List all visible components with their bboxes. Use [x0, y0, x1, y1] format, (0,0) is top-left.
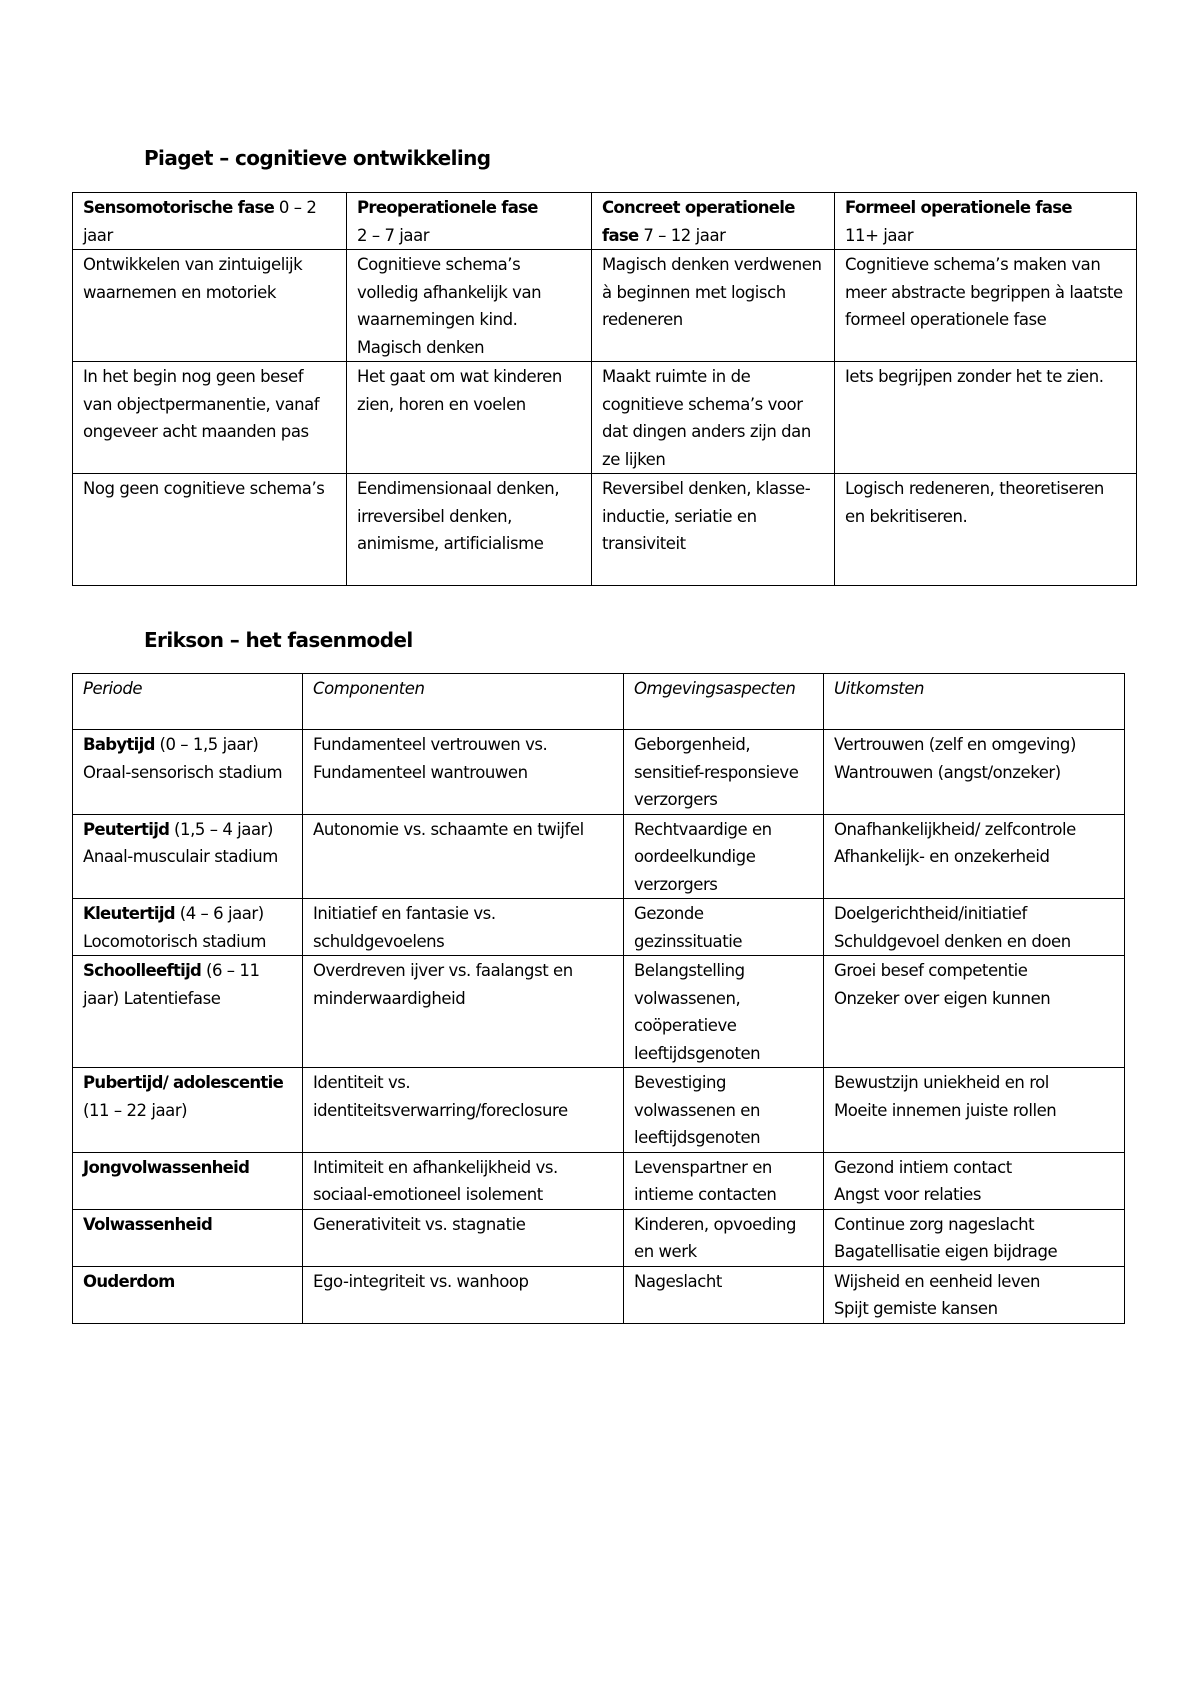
- stage-age: 7 – 12 jaar: [638, 225, 726, 245]
- piaget-row: [73, 474, 1137, 586]
- stage-name: Sensomotorische fase: [83, 198, 275, 217]
- header-uitkomsten: Uitkomsten: [824, 674, 1125, 730]
- cell-text: Eendimensionaal denken, irreversibel denken, animisme, artificialisme: [357, 479, 560, 553]
- header-componenten: Componenten: [303, 674, 624, 730]
- outcome-positive: Bewustzijn uniekheid en rol: [834, 1073, 1049, 1092]
- erikson-row: [73, 1266, 1125, 1323]
- period-cell: [73, 1068, 303, 1153]
- environment-cell: Rechtvaardige en oordeelkundige verzorgers: [624, 814, 824, 899]
- components-cell: Identiteit vs. identiteitsverwarring/foreclosure: [303, 1068, 624, 1153]
- cell-text: Nog geen cognitieve schema’s: [83, 479, 325, 498]
- cell-text: Magisch denken: [357, 337, 485, 357]
- outcome-negative: Angst voor relaties: [834, 1185, 982, 1204]
- outcome-positive: Doelgerichtheid/initiatief: [834, 904, 1027, 923]
- erikson-row: [73, 814, 1125, 899]
- environment-cell: Gezonde gezinssituatie: [624, 899, 824, 956]
- cell-text: Cognitieve schema’s volledig afhankelijk van waarnemingen kind.: [357, 255, 542, 329]
- piaget-cell: [835, 250, 1137, 362]
- outcomes-cell: [824, 1266, 1125, 1323]
- piaget-cell: [592, 474, 835, 586]
- stage-age: 0 – 2 jaar: [83, 198, 317, 245]
- environment-cell: Bevestiging volwassenen en leeftijdsgenoten: [624, 1068, 824, 1153]
- outcome-positive: Groei besef competentie: [834, 961, 1028, 980]
- erikson-row: [73, 1209, 1125, 1266]
- outcome-positive: Gezond intiem contact: [834, 1157, 1012, 1177]
- components-cell: Initiatief en fantasie vs. schuldgevoelens: [303, 899, 624, 956]
- outcome-positive: Vertrouwen (zelf en omgeving): [834, 735, 1076, 754]
- period-cell: [73, 814, 303, 899]
- erikson-row: [73, 1152, 1125, 1209]
- environment-cell: Geborgenheid, sensitief-responsieve verzorgers: [624, 730, 824, 815]
- outcomes-cell: [824, 956, 1125, 1068]
- erikson-table: [72, 673, 1125, 1324]
- erikson-body: [73, 730, 1125, 1324]
- stage-name: Concreet operationele fase: [602, 198, 795, 245]
- header-periode: Periode: [73, 674, 303, 730]
- outcome-negative: Schuldgevoel denken en doen: [834, 931, 1071, 951]
- period-name: Schoolleeftijd: [83, 961, 202, 980]
- piaget-header-cell: [73, 193, 347, 250]
- environment-cell: Belangstelling volwassenen, coöperatieve leeftijdsgenoten: [624, 956, 824, 1068]
- components-cell: Generativiteit vs. stagnatie: [303, 1209, 624, 1266]
- period-cell: [73, 956, 303, 1068]
- cell-text: Reversibel denken, klasse-inductie, seriatie en transiviteit: [602, 479, 811, 553]
- piaget-cell: [73, 474, 347, 586]
- piaget-cell: [347, 474, 592, 586]
- erikson-title: Erikson – het fasenmodel: [144, 628, 413, 652]
- outcome-negative: Afhankelijk- en onzekerheid: [834, 847, 1050, 866]
- outcomes-cell: [824, 1068, 1125, 1153]
- environment-cell: Kinderen, opvoeding en werk: [624, 1209, 824, 1266]
- environment-cell: Nageslacht: [624, 1266, 824, 1323]
- erikson-header-row: [73, 674, 1125, 730]
- stage-name: Preoperationele fase: [357, 198, 538, 217]
- period-cell: [73, 730, 303, 815]
- period-cell: [73, 1209, 303, 1266]
- piaget-table: [72, 192, 1137, 586]
- outcome-positive: Onafhankelijkheid/ zelfcontrole: [834, 819, 1076, 839]
- erikson-row: [73, 1068, 1125, 1153]
- outcome-negative: Bagatellisatie eigen bijdrage: [834, 1242, 1058, 1261]
- stage-name: Formeel operationele fase: [845, 198, 1072, 217]
- outcomes-cell: [824, 1152, 1125, 1209]
- piaget-cell: [73, 362, 347, 474]
- outcome-positive: Wijsheid en eenheid leven: [834, 1271, 1041, 1291]
- components-cell: Overdreven ijver vs. faalangst en minderwaardigheid: [303, 956, 624, 1068]
- period-detail: (1,5 – 4 jaar) Anaal-musculair stadium: [83, 819, 278, 866]
- period-name: Babytijd: [83, 735, 155, 754]
- piaget-header-row: [73, 193, 1137, 250]
- cell-text: Logisch redeneren, theoretiseren en bekritiseren.: [845, 479, 1104, 526]
- outcomes-cell: [824, 899, 1125, 956]
- outcome-negative: Spijt gemiste kansen: [834, 1299, 998, 1318]
- piaget-header-cell: [347, 193, 592, 250]
- environment-cell: Levenspartner en intieme contacten: [624, 1152, 824, 1209]
- piaget-cell: [73, 250, 347, 362]
- period-cell: [73, 1152, 303, 1209]
- cell-text: Cognitieve schema’s maken van meer abstracte begrippen à laatste formeel operationele fase: [845, 255, 1123, 329]
- period-name: Jongvolwassenheid: [83, 1157, 250, 1177]
- piaget-cell: [347, 250, 592, 362]
- piaget-cell: [835, 362, 1137, 474]
- piaget-row: [73, 250, 1137, 362]
- piaget-row: [73, 362, 1137, 474]
- cell-text: Het gaat om wat kinderen zien, horen en voelen: [357, 367, 562, 414]
- components-cell: Fundamenteel vertrouwen vs. Fundamenteel wantrouwen: [303, 730, 624, 815]
- period-cell: [73, 1266, 303, 1323]
- cell-text: Ontwikkelen van zintuigelijk waarnemen en motoriek: [83, 255, 303, 302]
- period-name: Pubertijd/ adolescentie: [83, 1073, 284, 1092]
- piaget-cell: [835, 474, 1137, 586]
- piaget-cell: [592, 250, 835, 362]
- erikson-row: [73, 956, 1125, 1068]
- outcome-negative: Moeite innemen juiste rollen: [834, 1100, 1057, 1120]
- period-detail: (6 – 11 jaar) Latentiefase: [83, 961, 260, 1008]
- period-detail: (4 – 6 jaar) Locomotorisch stadium: [83, 904, 266, 951]
- piaget-header-cell: [835, 193, 1137, 250]
- period-name: Peutertijd: [83, 819, 170, 839]
- cell-text: In het begin nog geen besef van objectpermanentie, vanaf ongeveer acht maanden pas: [83, 367, 320, 441]
- cell-text: Iets begrijpen zonder het te zien.: [845, 367, 1104, 386]
- stage-age: 2 – 7 jaar: [357, 225, 430, 245]
- outcome-negative: Onzeker over eigen kunnen: [834, 988, 1051, 1008]
- outcomes-cell: [824, 814, 1125, 899]
- period-name: Ouderdom: [83, 1271, 175, 1291]
- piaget-cell: [347, 362, 592, 474]
- cell-text: Magisch denken verdwenen à beginnen met logisch redeneren: [602, 255, 822, 329]
- erikson-row: [73, 730, 1125, 815]
- outcome-positive: Continue zorg nageslacht: [834, 1214, 1035, 1234]
- components-cell: Intimiteit en afhankelijkheid vs. sociaal-emotioneel isolement: [303, 1152, 624, 1209]
- erikson-row: [73, 899, 1125, 956]
- cell-text: Maakt ruimte in de cognitieve schema’s voor dat dingen anders zijn dan ze lijken: [602, 367, 811, 469]
- piaget-title: Piaget – cognitieve ontwikkeling: [144, 146, 491, 170]
- piaget-header-cell: [592, 193, 835, 250]
- outcomes-cell: [824, 730, 1125, 815]
- components-cell: Ego-integriteit vs. wanhoop: [303, 1266, 624, 1323]
- period-name: Kleutertijd: [83, 904, 175, 923]
- period-detail: (0 – 1,5 jaar) Oraal-sensorisch stadium: [83, 735, 283, 782]
- outcome-negative: Wantrouwen (angst/onzeker): [834, 762, 1061, 782]
- period-detail: (11 – 22 jaar): [83, 1100, 188, 1120]
- period-name: Volwassenheid: [83, 1214, 213, 1234]
- piaget-cell: [592, 362, 835, 474]
- period-cell: [73, 899, 303, 956]
- stage-age: 11+ jaar: [845, 225, 914, 245]
- components-cell: Autonomie vs. schaamte en twijfel: [303, 814, 624, 899]
- header-omgevingsaspecten: Omgevingsaspecten: [624, 674, 824, 730]
- outcomes-cell: [824, 1209, 1125, 1266]
